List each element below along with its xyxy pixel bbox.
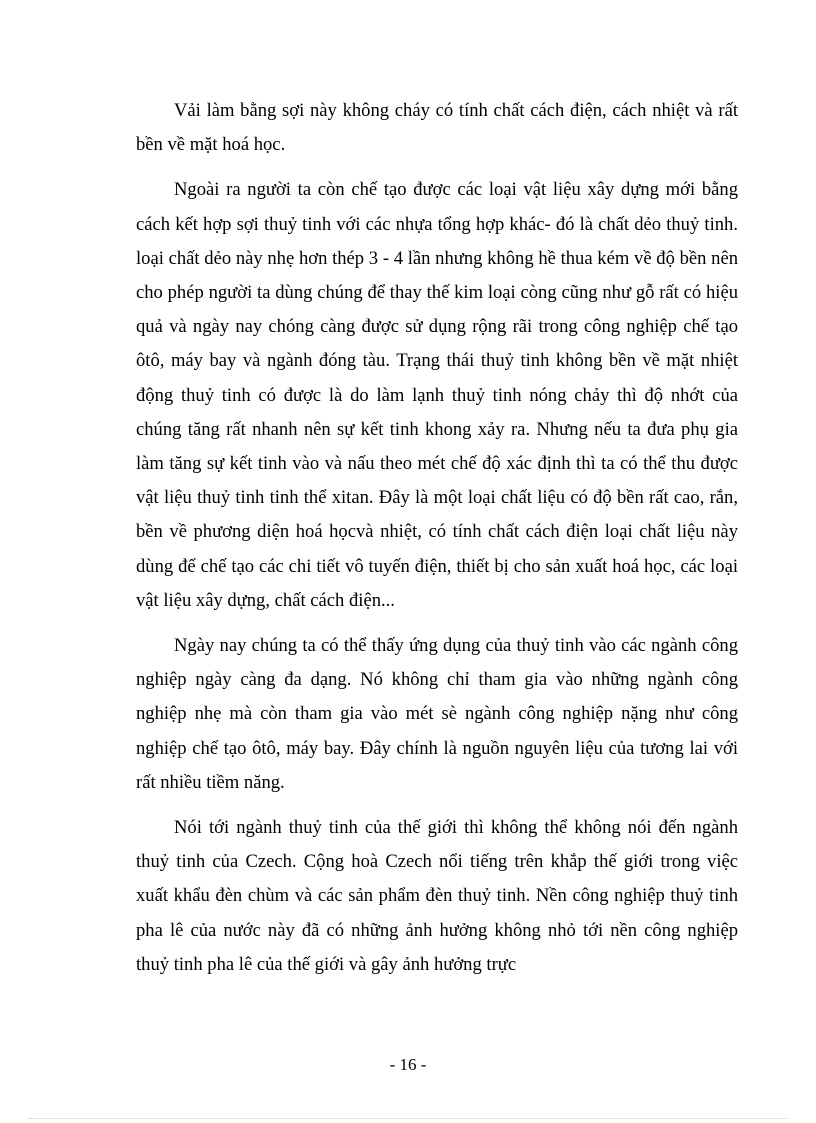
- paragraph-3: Ngày nay chúng ta có thể thấy ứng dụng của thuỷ tinh vào các ngành công nghiệp ngày càng đa dạng. Nó không chỉ tham gia vào những ngành công nghiệp nhẹ mà còn tham gia vào mét sè ngành công nghiệp nặng như công nghiệp chế tạo ôtô, máy bay. Đây chính là nguồn nguyên liệu của tương lai với rất nhiều tiềm năng.: [136, 635, 738, 793]
- body-text: [136, 94, 738, 993]
- paragraph-1: Vải làm bằng sợi này không cháy có tính chất cách điện, cách nhiệt và rất bền về mặt hoá học.: [136, 100, 738, 156]
- page-number: - 16 -: [389, 1055, 427, 1074]
- paragraph-2: Ngoài ra người ta còn chế tạo được các loại vật liệu xây dựng mới bằng cách kết hợp sợi thuỷ tinh với các nhựa tổng hợp khác- đó là chất dẻo thuỷ tinh. loại chất dẻo này nhẹ hơn thép 3 - 4 lần nhưng không hề thua kém về độ bền nên cho phép người ta dùng chúng để thay thế kim loại còng cũng như gỗ rất có hiệu quả và ngày nay chóng càng được sử dụng rộng rãi trong công nghiệp chế tạo ôtô, máy bay và ngành đóng tàu. Trạng thái thuỷ tinh không bền về mặt nhiệt động thuỷ tinh có được là do làm lạnh thuỷ tinh nóng chảy thì độ nhớt của chúng tăng rất nhanh nên sự kết tinh khong xảy ra. Nhưng nếu ta đưa phụ gia làm tăng sự kết tinh vào và nấu theo mét chế độ xác định thì ta có thể thu được vật liệu thuỷ tinh tinh thể xitan. Đây là một loại chất liệu có độ bền rất cao, rắn, bền về phương diện hoá họcvà nhiệt, có tính chất cách điện loại chất liệu này dùng để chế tạo các chi tiết vô tuyến điện, thiết bị cho sản xuất hoá học, các loại vật liệu xây dựng, chất cách điện...: [136, 179, 738, 611]
- paragraph-4: Nói tới ngành thuỷ tinh của thế giới thì không thể không nói đến ngành thuỷ tinh của Czech. Cộng hoà Czech nổi tiếng trên khắp thế giới trong việc xuất khẩu đèn chùm và các sản phẩm đèn thuỷ tinh. Nền công nghiệp thuỷ tinh pha lê của nước này đã có những ảnh hưởng không nhỏ tới nền công nghiệp thuỷ tinh pha lê của thế giới và gây ảnh hưởng trực: [136, 817, 738, 975]
- page-bottom-divider: [28, 1118, 788, 1119]
